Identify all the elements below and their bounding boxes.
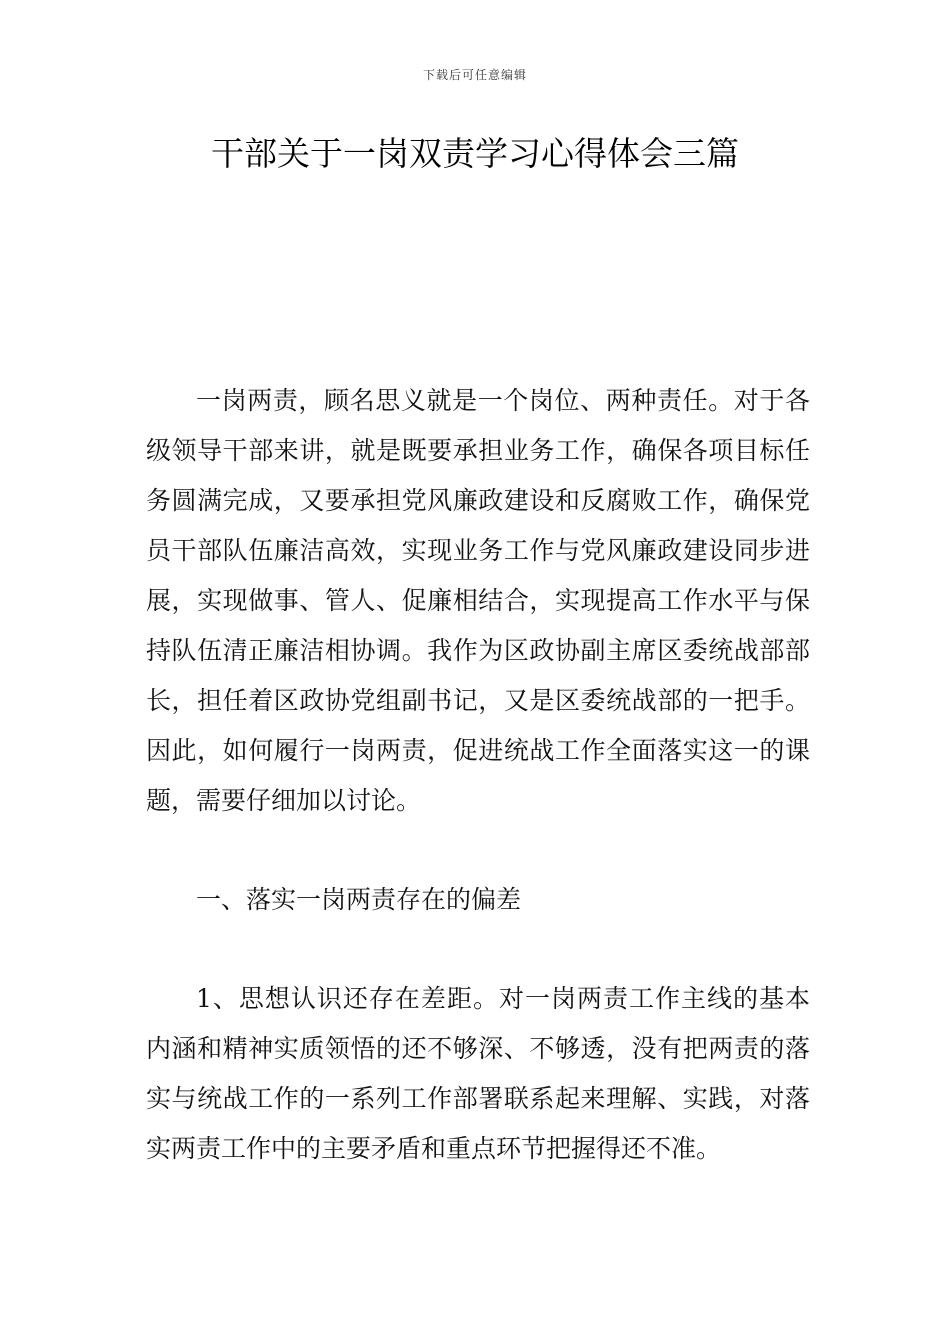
intro-paragraph: 一岗两责，顾名思义就是一个岗位、两种责任。对于各级领导干部来讲，就是既要承担业务工作，确保各项目标任务圆满完成，又要承担党风廉政建设和反腐败工作，确保党员干部队伍廉洁高效，实现业务工作与党风廉政建设同步进展，实现做事、管人、促廉相结合，实现提高工作水平与保持队伍清正廉洁相协调。我作为区政协副主席区委统战部部长，担任着区政协党组副书记，又是区委统战部的一把手。因此，如何履行一岗两责，促进统战工作全面落实这一的课题，需要仔细加以讨论。 [146,386,810,815]
document-title: 干部关于一岗双责学习心得体会三篇 [211,134,739,173]
section-heading: 一、落实一岗两责存在的偏差 [196,885,522,914]
header-note: 下载后可任意编辑 [422,68,527,82]
document-body [146,376,810,1223]
point-paragraph: 1、思想认识还存在差距。对一岗两责工作主线的基本内涵和精神实质领悟的还不够深、不够透，没有把两责的落实与统战工作的一系列工作部署联系起来理解、实践，对落实两责工作中的主要矛盾和重点环节把握得还不准。 [146,984,810,1163]
